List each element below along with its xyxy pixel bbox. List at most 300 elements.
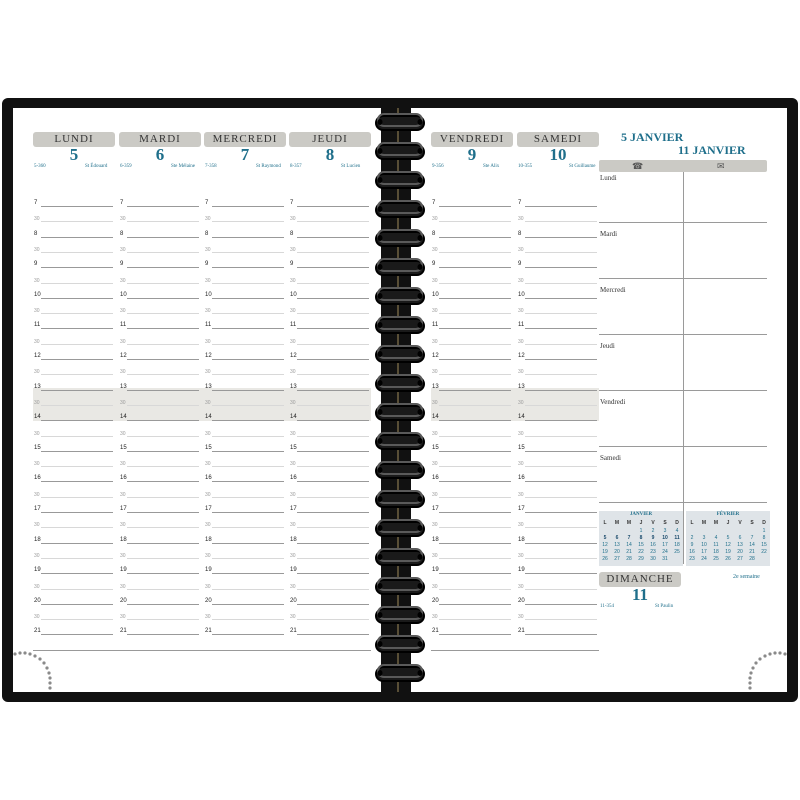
mini-calendar-day: 1 xyxy=(639,528,643,534)
hour-line xyxy=(212,512,284,513)
hour-line xyxy=(439,359,511,360)
week-section-line xyxy=(599,446,767,447)
half-hour-label: 30 xyxy=(34,338,40,345)
hour-label: 11 xyxy=(290,322,297,329)
hour-line xyxy=(212,634,284,635)
hour-label: 13 xyxy=(432,383,439,390)
mini-calendar-day: 22 xyxy=(638,549,644,555)
mini-calendar-day: 3 xyxy=(663,528,667,534)
mini-calendar-day: 6 xyxy=(738,535,742,541)
mini-calendar-1 xyxy=(686,511,770,566)
half-hour-line xyxy=(525,436,597,437)
half-hour-label: 30 xyxy=(205,308,211,315)
hour-label: 11 xyxy=(34,322,41,329)
hour-line xyxy=(439,604,511,605)
half-hour-label: 30 xyxy=(34,308,40,315)
mini-calendar-weekday: V xyxy=(738,520,742,526)
half-hour-label: 30 xyxy=(34,522,40,529)
half-hour-label: 30 xyxy=(518,491,524,498)
half-hour-line xyxy=(127,558,199,559)
mini-calendar-weekday: M xyxy=(701,520,707,526)
half-hour-label: 30 xyxy=(518,522,524,529)
left-page xyxy=(13,108,381,692)
hour-label: 7 xyxy=(518,200,522,206)
mini-calendar-day: 9 xyxy=(651,535,655,541)
half-hour-label: 30 xyxy=(120,461,126,468)
hour-label: 12 xyxy=(432,353,439,359)
mini-calendar-day: 22 xyxy=(761,549,767,555)
day-code-2: 7-358 xyxy=(205,164,217,169)
half-hour-line xyxy=(297,436,369,437)
hour-line xyxy=(41,543,113,544)
half-hour-label: 30 xyxy=(290,399,296,406)
spiral-ring xyxy=(376,230,424,246)
day-number-2: 7 xyxy=(240,145,250,164)
half-hour-line xyxy=(212,558,284,559)
mini-calendar-weekday: V xyxy=(651,520,655,526)
mini-calendar-day: 18 xyxy=(713,549,719,555)
hour-line xyxy=(212,390,284,391)
spiral-ring xyxy=(376,172,424,188)
half-hour-label: 30 xyxy=(34,583,40,590)
half-hour-label: 30 xyxy=(205,369,211,376)
mini-calendar-day: 3 xyxy=(702,535,706,541)
half-hour-label: 30 xyxy=(205,552,211,559)
hour-label: 15 xyxy=(205,444,212,451)
spiral-ring xyxy=(376,346,424,362)
hour-line xyxy=(212,604,284,605)
hour-line xyxy=(439,298,511,299)
half-hour-line xyxy=(41,558,113,559)
hour-line xyxy=(297,420,369,421)
week-section-line xyxy=(599,278,767,279)
half-hour-line xyxy=(525,466,597,467)
mini-calendar-day: 2 xyxy=(651,528,655,534)
half-hour-label: 30 xyxy=(290,522,296,529)
half-hour-line xyxy=(525,497,597,498)
week-section-label-3: Jeudi xyxy=(600,342,615,350)
half-hour-label: 30 xyxy=(290,277,296,284)
half-hour-label: 30 xyxy=(432,308,438,315)
hour-label: 19 xyxy=(518,567,525,574)
half-hour-label: 30 xyxy=(205,614,211,621)
week-section-line xyxy=(599,502,767,503)
mini-calendar-day: 20 xyxy=(737,549,743,555)
day-saint-1: St Guillaume xyxy=(569,164,596,169)
hour-line xyxy=(127,359,199,360)
half-hour-label: 30 xyxy=(205,246,211,253)
sunday-saint: St Paulin xyxy=(655,604,674,609)
half-hour-line xyxy=(439,405,511,406)
hour-line xyxy=(525,390,597,391)
mini-calendar-day: 13 xyxy=(737,542,743,548)
hour-line xyxy=(41,420,113,421)
half-hour-line xyxy=(297,497,369,498)
half-hour-label: 30 xyxy=(290,491,296,498)
hour-label: 16 xyxy=(120,475,127,482)
hour-label: 14 xyxy=(518,414,525,421)
mini-calendar-day: 20 xyxy=(614,549,620,555)
half-hour-line xyxy=(127,527,199,528)
half-hour-label: 30 xyxy=(518,583,524,590)
half-hour-line xyxy=(41,497,113,498)
corner-dots-decoration xyxy=(13,644,73,692)
spiral-ring xyxy=(376,259,424,275)
hour-label: 21 xyxy=(205,628,212,635)
mini-calendar-day: 4 xyxy=(675,528,679,534)
half-hour-line xyxy=(439,344,511,345)
mini-calendar-day: 21 xyxy=(749,549,755,555)
mini-calendar-day: 23 xyxy=(650,549,656,555)
hour-label: 8 xyxy=(432,230,436,237)
half-hour-line xyxy=(297,221,369,222)
mini-calendar-day: 9 xyxy=(690,542,694,548)
half-hour-label: 30 xyxy=(432,522,438,529)
hour-label: 12 xyxy=(120,353,127,359)
half-hour-line xyxy=(127,466,199,467)
hour-line xyxy=(127,481,199,482)
hour-label: 17 xyxy=(120,506,127,512)
half-hour-line xyxy=(212,589,284,590)
half-hour-line xyxy=(525,252,597,253)
mini-calendar-weekday: J xyxy=(639,520,643,526)
mini-calendar-day: 29 xyxy=(638,556,644,562)
hour-label: 16 xyxy=(205,475,212,482)
day-saint-0: Ste Alix xyxy=(483,164,500,169)
half-hour-label: 30 xyxy=(205,583,211,590)
hour-line xyxy=(127,237,199,238)
hour-line xyxy=(297,298,369,299)
mini-calendar-day: 11 xyxy=(674,535,680,541)
half-hour-label: 30 xyxy=(120,491,126,498)
hour-label: 8 xyxy=(120,230,124,237)
half-hour-label: 30 xyxy=(205,522,211,529)
hour-label: 15 xyxy=(518,444,525,451)
hour-label: 12 xyxy=(518,353,525,359)
half-hour-label: 30 xyxy=(518,430,524,437)
mini-calendar-day: 2 xyxy=(690,535,694,541)
hour-line xyxy=(525,604,597,605)
hour-line xyxy=(525,237,597,238)
spiral-ring xyxy=(376,462,424,478)
half-hour-line xyxy=(439,558,511,559)
hour-label: 7 xyxy=(205,200,209,206)
half-hour-line xyxy=(41,252,113,253)
hour-line xyxy=(41,573,113,574)
half-hour-label: 30 xyxy=(432,583,438,590)
hour-label: 10 xyxy=(120,291,127,298)
half-hour-label: 30 xyxy=(518,277,524,284)
half-hour-label: 30 xyxy=(518,308,524,315)
hour-label: 12 xyxy=(34,353,41,359)
hour-label: 18 xyxy=(205,536,212,543)
hour-label: 19 xyxy=(290,567,297,574)
hour-label: 20 xyxy=(432,597,439,604)
hour-label: 17 xyxy=(290,506,297,512)
hour-line xyxy=(41,206,113,207)
hour-line xyxy=(525,267,597,268)
week-section-label-4: Vendredi xyxy=(600,398,626,406)
hour-line xyxy=(525,328,597,329)
mini-calendar-weekday: D xyxy=(675,520,679,526)
half-hour-line xyxy=(525,344,597,345)
hour-label: 16 xyxy=(432,475,439,482)
half-hour-label: 30 xyxy=(290,216,296,223)
half-hour-label: 30 xyxy=(120,614,126,621)
mini-calendar-weekday: S xyxy=(663,520,667,526)
half-hour-label: 30 xyxy=(205,461,211,468)
hour-line xyxy=(297,634,369,635)
half-hour-line xyxy=(297,466,369,467)
hour-line xyxy=(439,206,511,207)
half-hour-line xyxy=(212,313,284,314)
spiral-ring xyxy=(376,288,424,304)
hour-line xyxy=(41,359,113,360)
spiral-ring xyxy=(376,433,424,449)
spiral-ring xyxy=(376,607,424,623)
hour-label: 9 xyxy=(34,261,38,268)
half-hour-label: 30 xyxy=(432,216,438,223)
half-hour-label: 30 xyxy=(205,430,211,437)
half-hour-line xyxy=(41,619,113,620)
hour-label: 18 xyxy=(34,536,41,543)
mini-calendar-day: 26 xyxy=(725,556,731,562)
week-section-label-0: Lundi xyxy=(600,174,617,182)
half-hour-line xyxy=(439,313,511,314)
hour-line xyxy=(127,543,199,544)
spiral-ring xyxy=(376,578,424,594)
half-hour-line xyxy=(41,436,113,437)
half-hour-line xyxy=(297,558,369,559)
spiral-ring xyxy=(376,143,424,159)
week-end-title: 11 JANVIER xyxy=(678,143,746,157)
half-hour-line xyxy=(127,344,199,345)
half-hour-label: 30 xyxy=(120,583,126,590)
hour-line xyxy=(297,543,369,544)
half-hour-label: 30 xyxy=(290,552,296,559)
hour-line xyxy=(439,573,511,574)
hour-line xyxy=(212,237,284,238)
mini-calendar-day: 7 xyxy=(750,535,754,541)
hour-label: 16 xyxy=(290,475,297,482)
half-hour-label: 30 xyxy=(518,614,524,621)
hour-line xyxy=(41,328,113,329)
hour-label: 9 xyxy=(120,261,124,268)
hour-label: 21 xyxy=(290,628,297,635)
hour-line xyxy=(127,451,199,452)
half-hour-line xyxy=(525,558,597,559)
sunday-number: 11 xyxy=(631,585,649,604)
hour-line xyxy=(127,328,199,329)
half-hour-label: 30 xyxy=(120,369,126,376)
week-section-line xyxy=(599,390,767,391)
hour-line xyxy=(212,451,284,452)
hour-line xyxy=(127,390,199,391)
mini-calendar-day: 10 xyxy=(662,535,668,541)
grid-bottom-line xyxy=(33,650,371,651)
half-hour-label: 30 xyxy=(34,369,40,376)
mini-calendar-weekday: M xyxy=(614,520,620,526)
half-hour-line xyxy=(439,252,511,253)
day-header-3: JEUDI xyxy=(289,132,371,147)
day-code-1: 10-355 xyxy=(518,164,533,169)
hour-label: 10 xyxy=(432,291,439,298)
mini-calendar-day: 12 xyxy=(602,542,608,548)
hour-label: 11 xyxy=(120,322,127,329)
half-hour-label: 30 xyxy=(432,369,438,376)
half-hour-label: 30 xyxy=(432,461,438,468)
day-header-1: SAMEDI xyxy=(517,132,599,147)
half-hour-line xyxy=(127,221,199,222)
mini-calendar-weekday: M xyxy=(626,520,632,526)
half-hour-label: 30 xyxy=(518,246,524,253)
hour-line xyxy=(525,420,597,421)
hour-line xyxy=(439,420,511,421)
mini-calendar-day: 14 xyxy=(749,542,755,548)
half-hour-line xyxy=(41,527,113,528)
half-hour-line xyxy=(212,466,284,467)
hour-label: 10 xyxy=(34,291,41,298)
half-hour-line xyxy=(525,283,597,284)
half-hour-label: 30 xyxy=(290,583,296,590)
mini-calendar-weekday: M xyxy=(713,520,719,526)
half-hour-line xyxy=(297,374,369,375)
hour-label: 17 xyxy=(518,506,525,512)
hour-label: 19 xyxy=(432,567,439,574)
half-hour-line xyxy=(525,589,597,590)
mini-calendar-day: 25 xyxy=(674,549,680,555)
half-hour-line xyxy=(525,313,597,314)
half-hour-label: 30 xyxy=(120,430,126,437)
half-hour-line xyxy=(297,313,369,314)
half-hour-label: 30 xyxy=(34,430,40,437)
week-number: 2e semaine xyxy=(733,574,760,580)
mini-calendar-weekday: L xyxy=(690,520,694,526)
hour-line xyxy=(439,512,511,513)
hour-line xyxy=(297,512,369,513)
half-hour-label: 30 xyxy=(34,216,40,223)
notes-divider xyxy=(683,172,684,564)
notes-header xyxy=(599,160,767,172)
mini-calendar-day: 30 xyxy=(650,556,656,562)
hour-label: 21 xyxy=(34,628,41,635)
day-saint-3: St Lucien xyxy=(341,164,361,169)
hour-line xyxy=(41,451,113,452)
half-hour-label: 30 xyxy=(290,369,296,376)
hour-label: 8 xyxy=(518,230,522,237)
hour-label: 13 xyxy=(120,383,127,390)
half-hour-line xyxy=(41,405,113,406)
hour-line xyxy=(297,604,369,605)
half-hour-line xyxy=(41,466,113,467)
half-hour-label: 30 xyxy=(290,461,296,468)
hour-label: 17 xyxy=(34,506,41,512)
half-hour-label: 30 xyxy=(120,246,126,253)
day-saint-1: Ste Mélaine xyxy=(171,164,196,169)
half-hour-label: 30 xyxy=(120,277,126,284)
half-hour-line xyxy=(439,283,511,284)
hour-line xyxy=(297,390,369,391)
half-hour-line xyxy=(212,252,284,253)
half-hour-line xyxy=(212,527,284,528)
day-number-3: 8 xyxy=(325,145,335,164)
day-header-2: MERCREDI xyxy=(204,132,286,147)
sunday-code: 11-354 xyxy=(600,604,614,609)
mini-calendar-day: 12 xyxy=(725,542,731,548)
mini-calendar-day: 27 xyxy=(737,556,743,562)
hour-label: 7 xyxy=(290,200,294,206)
half-hour-label: 30 xyxy=(290,246,296,253)
hour-line xyxy=(212,298,284,299)
hour-label: 21 xyxy=(518,628,525,635)
half-hour-label: 30 xyxy=(518,216,524,223)
hour-line xyxy=(525,543,597,544)
hour-line xyxy=(297,267,369,268)
hour-line xyxy=(439,237,511,238)
week-section-label-5: Samedi xyxy=(600,454,621,462)
day-code-3: 8-357 xyxy=(290,164,302,169)
hour-label: 8 xyxy=(205,230,209,237)
half-hour-line xyxy=(439,436,511,437)
hour-label: 21 xyxy=(120,628,127,635)
half-hour-line xyxy=(439,619,511,620)
hour-label: 18 xyxy=(120,536,127,543)
half-hour-label: 30 xyxy=(290,430,296,437)
hour-line xyxy=(439,543,511,544)
hour-label: 15 xyxy=(290,444,297,451)
hour-label: 8 xyxy=(290,230,294,237)
week-section-label-2: Mercredi xyxy=(600,286,626,294)
hour-line xyxy=(127,298,199,299)
half-hour-line xyxy=(127,283,199,284)
hour-line xyxy=(41,390,113,391)
mini-calendar-weekday: J xyxy=(726,520,730,526)
half-hour-line xyxy=(297,619,369,620)
half-hour-line xyxy=(41,589,113,590)
spiral-ring xyxy=(376,375,424,391)
hour-label: 12 xyxy=(290,353,297,359)
hour-label: 21 xyxy=(432,628,439,635)
mini-calendar-day: 27 xyxy=(614,556,620,562)
mini-calendar-day: 4 xyxy=(714,535,718,541)
hour-label: 20 xyxy=(205,597,212,604)
hour-line xyxy=(439,451,511,452)
week-section-line xyxy=(599,222,767,223)
hour-line xyxy=(297,451,369,452)
half-hour-label: 30 xyxy=(120,216,126,223)
hour-line xyxy=(212,328,284,329)
hour-line xyxy=(41,481,113,482)
mini-calendar-title: FÉVRIER xyxy=(716,512,740,517)
half-hour-line xyxy=(439,527,511,528)
mini-calendar-0 xyxy=(599,511,683,566)
half-hour-line xyxy=(127,497,199,498)
hour-line xyxy=(439,481,511,482)
hour-label: 9 xyxy=(290,261,294,268)
half-hour-label: 30 xyxy=(432,399,438,406)
day-code-0: 5-360 xyxy=(34,164,46,169)
half-hour-line xyxy=(297,589,369,590)
half-hour-line xyxy=(41,283,113,284)
hour-label: 13 xyxy=(34,383,41,390)
mini-calendar-day: 14 xyxy=(626,542,632,548)
half-hour-line xyxy=(525,221,597,222)
half-hour-label: 30 xyxy=(518,461,524,468)
half-hour-line xyxy=(212,436,284,437)
hour-label: 7 xyxy=(34,200,38,206)
hour-label: 20 xyxy=(518,597,525,604)
half-hour-label: 30 xyxy=(34,399,40,406)
